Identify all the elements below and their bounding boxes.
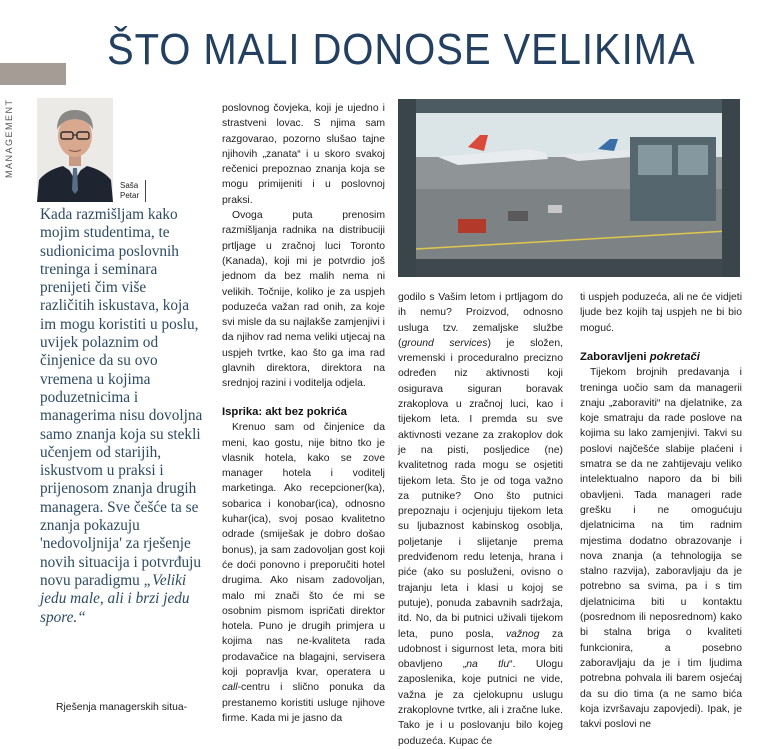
section-color-band <box>0 63 66 85</box>
col3-paragraph-1 <box>398 290 563 749</box>
col3-text-a: godilo s Vašim letom i prtljagom do ih nemu? Proizvod, odnosno usluga tzv. zemaljske službe ( <box>398 292 563 349</box>
col2-paragraph-2: Ovoga puta prenosim razmišljanja radnika na distribuciji prtljage u zračnoj luci Toronto (Kanada), koji mi je potvrdio još jednom da bez malih nema ni velikih. Točnije, koliko je za uspjeh poduzeća važan rad onih, za koje svi misle da su najlakše zamjenjivi i da njihov rad nema veliki utjecaj na uspjeh tvrtke, kao što ga ima rad glavnih direktora, direktora na srednjoj razini i voditelja odjela. <box>222 210 385 390</box>
col3-text-b: ) je složen, vremenski i proceduralno precizno određen niz aktivnosti koji osigurava siguran boravak zrakoplova u zračnoj luci, kao i tijekom leta. I premda su sve aktivnosti vezane za zrakoplov dok je na pisti, posljedice (ne) kvalitetnog rada mogu se osjetiti tijekom leta. Što je od toga važno za putnike? Ono što putnici prepoznaju i ocjenjuju tijekom leta su ljubaznost kabinskog osoblja, poljetanje i slijetanje prema predviđenom redu letenja, hrana i piće (ako su posluženi, ovisno o trajanju leta i klasi u kojoj se putuje), ponuda zabavnih sadržaja, itd. No, da bi putnici uživali tijekom leta, puno posla, <box>398 337 563 640</box>
col3-text-c: za udobnost i sigurnost leta, mora biti obavljeno „ <box>398 628 563 671</box>
col3-italic-2: važnog <box>505 628 540 640</box>
col3-text-d: “. Ulogu zaposlenika, koje putnici ne vide, važna je za cjelokupnu uslugu zrakoplovne tvrtke, ali i zračne luke. Tako je i u poslovanju bilo kojeg poduzeća. Kupac će <box>398 659 563 747</box>
col4-paragraph-1: ti uspjeh poduzeća, ali ne će vidjeti ljude bez kojih taj uspjeh ne bi bio moguć. <box>580 292 742 334</box>
body-column-2 <box>222 101 385 392</box>
author-byline <box>120 181 139 201</box>
byline-divider <box>145 180 146 202</box>
col3-italic-1: ground services <box>401 337 488 349</box>
article-title: ŠTO MALI DONOSE VELIKIMA <box>107 25 696 74</box>
author-last-name: Petar <box>120 191 140 200</box>
body-column-2-lower <box>222 405 385 726</box>
subheading-zaboravljeni-text: Zaboravljeni <box>580 351 650 363</box>
airport-window-photo <box>398 99 740 277</box>
pull-quote <box>40 206 204 627</box>
author-portrait <box>37 98 113 202</box>
subheading-zaboravljeni <box>580 350 742 365</box>
section-label: MANAGEMENT <box>4 98 14 178</box>
pull-quote-text: Kada razmišljam kako mojim studentima, te sudionicima poslovnih treninga i seminara prenijeti čim više različitih iskustava, koja im mogu koristiti u poslu, uvijek polaznim od činjenice da su ovo vremena u kojima poduzetnicima i managerima nisu dovoljna samo znanja koja su stekli učenjem od starijih, iskustvom u praksi i prijenosom znanja drugih managera. Sve češće ta se znanja pokazuju 'nedovoljnija' za rješenje novih situacija i potvrđuju novu paradigmu <box>40 206 203 589</box>
col2-p3-text-b: -centru i slično ponuka da prestanemo koristiti usluge njihove firme. Kada mi je jasno da <box>222 682 385 724</box>
col2-paragraph-1: poslovnog čovjeka, koji je ujedno i strastveni lovac. S njima sam razgovarao, pozorno slušao tajne njihovih „zanata“ i u skoro svakoj rečenici prepoznao znanja koja se mogu primijeniti i u poslovnoj praksi. <box>222 103 385 206</box>
author-first-name: Saša <box>120 181 139 190</box>
subheading-zaboravljeni-italic: pokretači <box>649 351 700 363</box>
body-column-4-lower <box>580 350 742 732</box>
body-column-3 <box>398 290 563 749</box>
col2-p3-text-a: Krenuo sam od činjenice da meni, kao gostu, nije bitno tko je vlasnik hotela, kako se zove manager hotela i voditelj marketinga. Ako recepcioner(ka), sobarica i konobar(ica), odnosno kuhar(ica), svoj posao kvalitetno odrade (smiješak je dobro došao bonus), ja sam zadovoljan gost koji će doći ponovno i preporučiti hotel drugima. Ako nisam zadovoljan, malo mi znači što će mi se osobnim pismom ispričati direktor hotela. Puno je drugih primjera u kojima nas ne-kvaliteta rada prodavačice na blagajni, servisera koji popravlja kvar, operatera u <box>222 422 385 679</box>
col2-paragraph-3 <box>222 420 385 726</box>
column1-tail-text: Rješenja managerskih situa- <box>56 702 188 713</box>
subheading-isprika: Isprika: akt bez pokrića <box>222 406 347 418</box>
col3-italic-3: na tlu <box>466 659 510 671</box>
body-column-4 <box>580 290 742 336</box>
col4-paragraph-2: Tijekom brojnih predavanja i treninga uočio sam da managerii znaju „zaboraviti“ na djelatnike, za koje smatraju da rade poslove na kojima su lako zamjenjivi. Takvi su poslovi najčešće slabije plaćeni i smatra se da ne zahtijevaju veliko intelektualno naporo da bi bili obavljeni. Tada manageri rade grešku i ne omogućuju djelatnicima na tim radnim mjestima dodatno obrazovanje i nova znanja (a tehnologija se stalno razvija), zaboravljaju da je potrebno sa svima, pa i s tim djelatnicima biti u kontaktu (posrednom ili neposrednom) kako bi stalna briga o kvaliteti funkcionira, a posebno zaboravljaju da je i tim ljudima potrebna pohvala ili barem osjećaj da su dio tima (a ne samo bića koja izvršavaju zapovjedi). Ipak, je takvi poslovi ne <box>580 367 742 731</box>
pull-quote-emphasis: „Veliki jedu male, ali i brzi jedu spore.“ <box>40 571 190 626</box>
col2-p3-italic: call <box>222 682 238 694</box>
